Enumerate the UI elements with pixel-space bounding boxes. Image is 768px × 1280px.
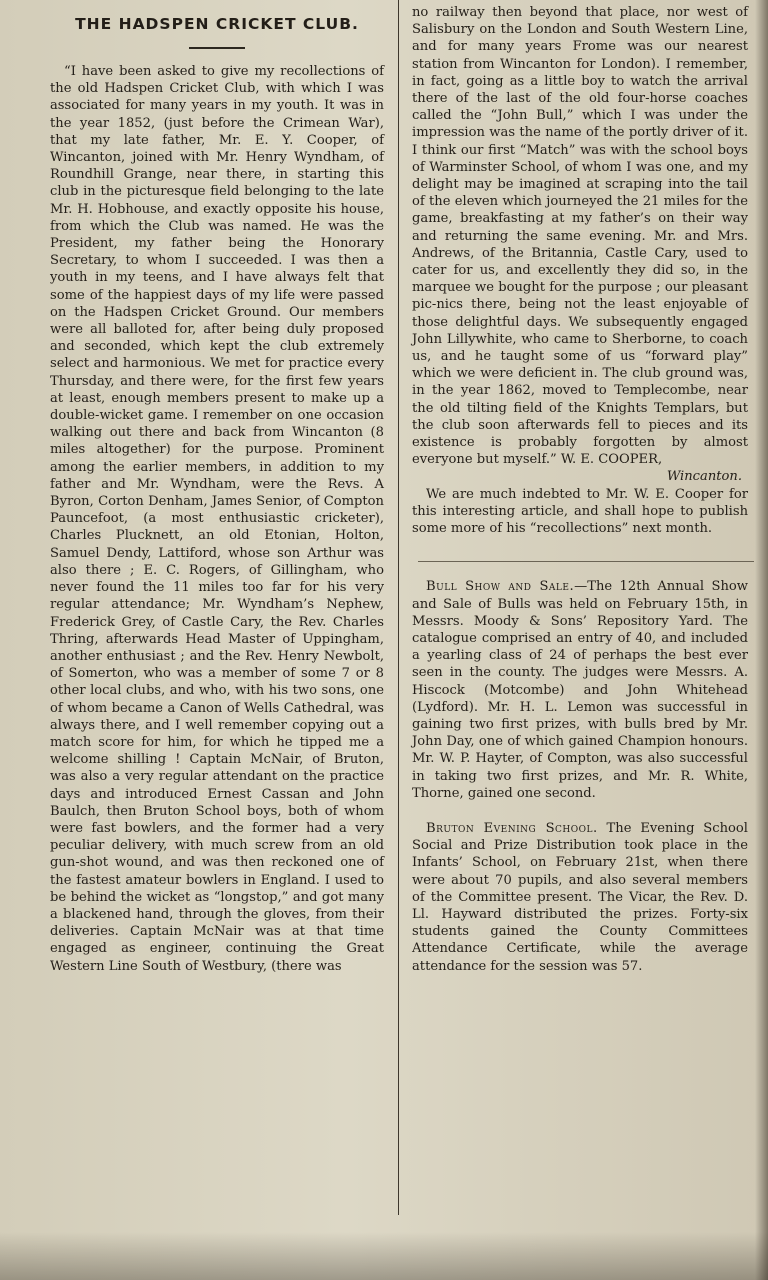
evening-school-text: The Evening School Social and Prize Distribution took place in the Infants’ School, on February 21st, when there were about 70 pupils, and also several members of the Committee present. The Vicar, the Rev. D. Ll. Hayward distributed the prizes. Forty-six students gained the County Committees Attendance Certificate, while the average attendance for the session was 57. — [412, 820, 749, 974]
left-column — [50, 14, 384, 975]
evening-school-heading: Bruton Evening School. — [426, 820, 598, 836]
editor-note: We are much indebted to Mr. W. E. Cooper for this interesting article, and shall hope to publish some more of his “recollections” next month. — [412, 486, 748, 537]
article-title: THE HADSPEN CRICKET CLUB. — [75, 15, 359, 33]
article-paragraph-right: no railway then beyond that place, nor west of Salisbury on the London and South Western Line, and for many years Frome was our nearest station from Wincanton for London). I remember, in fact, going as a little boy to watch the arrival there of the last of the old four-horse coaches called the “John Bull,” which I was under the impression was the name of the portly driver of it. I think our first “Match” was with the school boys of Warminster School, of whom I was one, and my delight may be imagined at scraping into the tail of the eleven which journeyed the 21 miles for the game, breakfasting at my father’s on their way and returning the same evening. Mr. and Mrs. Andrews, of the Britannia, Castle Cary, used to cater for us, and excellently they did so, in the marquee we bought for the purpose ; our pleasant pic-nics there, being not the least enjoyable of those delightful days. We subsequently engaged John Lillywhite, who came to Sherborne, to coach us, and he taught some of us “forward play” which we were deficient in. The club ground was, in the year 1862, moved to Templecombe, near the old tilting field of the Knights Templars, but the club soon afterwards fell to pieces and its existence is probably forgotten by almost everyone but myself.” W. E. COOPER, — [412, 5, 748, 468]
section-divider — [418, 561, 754, 562]
signature-place: Wincanton. — [666, 469, 742, 485]
evening-school-item — [412, 820, 748, 975]
article-paragraph-left: “I have been asked to give my recollections of the old Hadspen Cricket Club, with which I was associated for many years in my youth. It was in the year 1852, (just before the Crimean War), that my late father, Mr. E. Y. Cooper, of Wincanton, joined with Mr. Henry Wyndham, of Roundhill Grange, near there, in starting this club in the picturesque field belonging to the late Mr. H. Hobhouse, and exactly opposite his house, from which the Club was named. He was the President, my father being the Honorary Secretary, to whom I succeeded. I was then a youth in my teens, and I have always felt that some of the happiest days of my life were passed on the Hadspen Cricket Ground. Our members were all balloted for, after being duly proposed and seconded, which kept the club extremely select and harmonious. We met for practice every Thursday, and there were, for the first few years at least, enough members present to make up a double-wicket game. I remember on one occasion walking out there and back from Wincanton (8 miles altogether) for the purpose. Prominent among the earlier members, in addition to my father and Mr. Wyndham, were the Revs. A Byron, Corton Denham, James Senior, of Compton Pauncefoot, (a most enthusiastic cricketer), Charles Plucknett, an old Etonian, Holton, Samuel Dendy, Lattiford, whose son Arthur was also there ; E. C. Rogers, of Gillingham, who never found the 11 miles too far for his very regular attendance; Mr. Wyndham’s Nephew, Frederick Grey, of Castle Cary, the Rev. Charles Thring, afterwards Head Master of Uppingham, another enthusiast ; and the Rev. Henry Newbolt, of Somerton, who was a member of some 7 or 8 other local clubs, and who, with his two sons, one of whom became a Canon of Wells Cathedral, was always there, and I well remember copying out a match score for him, for which he tipped me a welcome shilling ! Captain McNair, of Bruton, was also a very regular attendant on the practice days and introduced Ernest Cassan and John Baulch, then Bruton School boys, both of whom were fast bowlers, and the former had a very peculiar delivery, with much screw from an old gun-shot wound, and was then reckoned one of the fastest amateur bowlers in England. I used to be behind the wicket as “longstop,” and got many a blackened hand, through the gloves, from their deliveries. Captain McNair was at that time engaged as engineer, continuing the Great Western Line South of Westbury, (there was — [50, 64, 384, 974]
bull-show-text: —The 12th Annual Show and Sale of Bulls was held on February 15th, in Messrs. Moody & Sons’ Repository Yard. The catalogue comprised an entry of 40, and included a yearling class of 24 of perhaps the best ever seen in the county. The judges were Messrs. A. Hiscock (Motcombe) and John Whitehead (Lydford). Mr. H. L. Lemon was successful in gaining two first prizes, with bulls bred by Mr. John Day, one of which gained Champion honours. Mr. W. P. Hayter, of Compton, was also successful in taking two first prizes, and Mr. R. White, Thorne, gained one second. — [412, 579, 748, 801]
page-edge-shadow — [755, 0, 768, 1280]
column-divider — [398, 0, 399, 1215]
title-divider — [189, 47, 245, 49]
page-bottom-shadow — [0, 1232, 768, 1280]
bull-show-heading: Bull Show and Sale. — [426, 579, 575, 595]
right-column — [412, 4, 748, 975]
bull-show-item — [412, 578, 748, 802]
